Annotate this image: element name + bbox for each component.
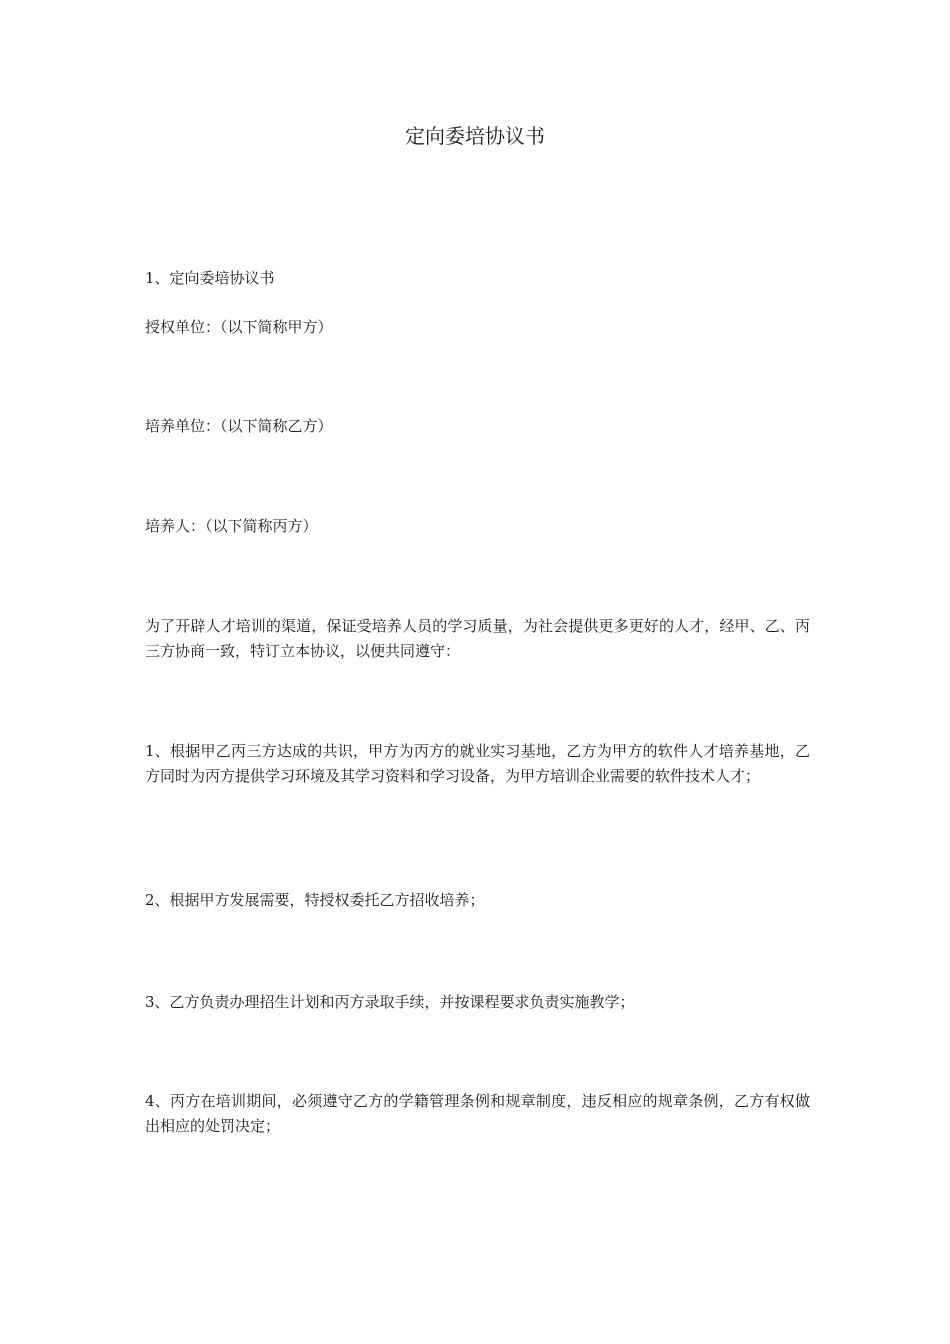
clause-1: 1、根据甲乙丙三方达成的共识，甲方为丙方的就业实习基地，乙方为甲方的软件人才培养基地，乙方同时为丙方提供学习环境及其学习资料和学习设备，为甲方培训企业需要的软件技术人才； — [145, 742, 810, 785]
party-a-line: 授权单位：（以下简称甲方） — [145, 318, 333, 336]
intro-paragraph: 为了开辟人才培训的渠道，保证受培养人员的学习质量，为社会提供更多更好的人才，经甲、乙、丙三方协商一致，特订立本协议，以便共同遵守： — [145, 617, 810, 660]
party-b-line: 培养单位：（以下简称乙方） — [145, 417, 333, 435]
clause-4: 4、丙方在培训期间，必须遵守乙方的学籍管理条例和规章制度，违反相应的规章条例，乙方有权做出相应的处罚决定； — [145, 1092, 810, 1135]
clause-3: 3、乙方负责办理招生计划和丙方录取手续，并按课程要求负责实施教学； — [145, 993, 635, 1011]
section-heading: 1、定向委培协议书 — [145, 269, 275, 287]
party-c-line: 培养人：（以下简称丙方） — [145, 517, 318, 535]
document-title: 定向委培协议书 — [405, 124, 545, 148]
clause-2: 2、根据甲方发展需要，特授权委托乙方招收培养； — [145, 891, 485, 909]
